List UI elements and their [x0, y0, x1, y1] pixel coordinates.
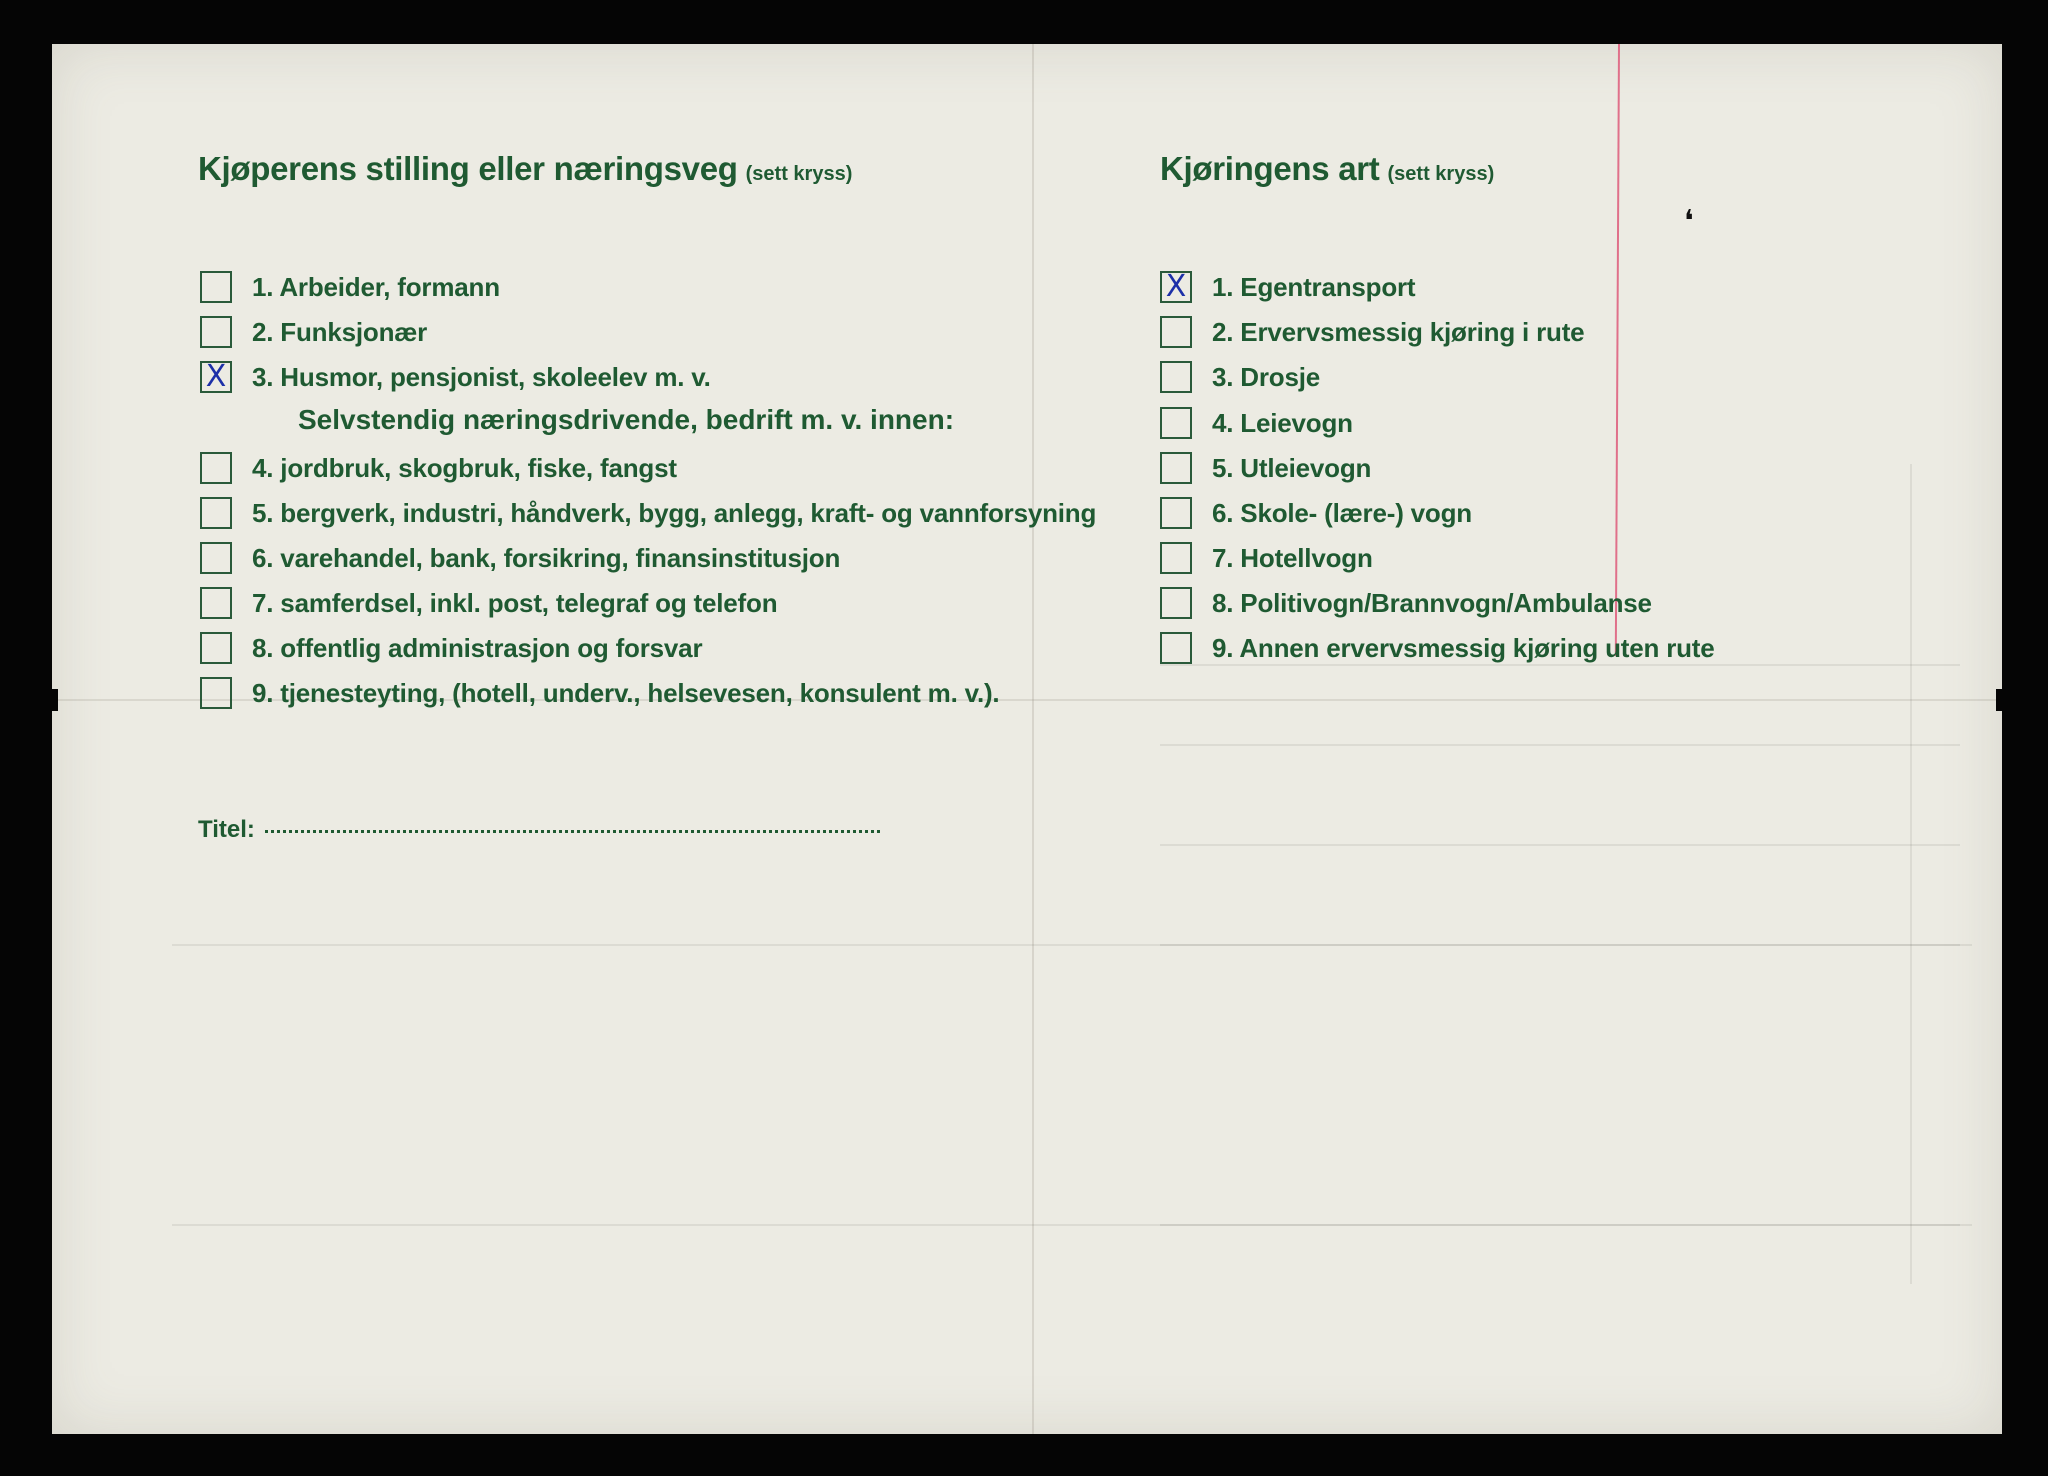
- occupation-label-8: 8. offentlig administrasjon og forsvar: [252, 632, 703, 663]
- occupation-checkbox-8[interactable]: [200, 632, 232, 664]
- check-mark: X: [1165, 269, 1187, 304]
- driving-label-1: 1. Egentransport: [1212, 271, 1416, 302]
- occupation-option-8[interactable]: [200, 629, 702, 667]
- occupation-checkbox-5[interactable]: [200, 497, 232, 529]
- driving-option-1[interactable]: [1160, 268, 1415, 306]
- occupation-option-1[interactable]: [200, 268, 500, 306]
- pen-mark: ❛: [1684, 205, 1694, 238]
- occupation-option-7[interactable]: [200, 584, 777, 622]
- driving-label-9: 9. Annen ervervsmessig kjøring uten rute: [1212, 632, 1715, 663]
- occupation-label-9: 9. tjenesteyting, (hotell, underv., helsevesen, konsulent m. v.).: [252, 677, 1000, 708]
- check-mark: X: [205, 359, 227, 394]
- occupation-checkbox-7[interactable]: [200, 587, 232, 619]
- buyer-occupation-heading: [198, 150, 852, 188]
- red-pen-line: [1615, 44, 1620, 656]
- occupation-option-4[interactable]: [200, 449, 677, 487]
- occupation-option-6[interactable]: [200, 539, 840, 577]
- occupation-option-3[interactable]: [200, 358, 711, 396]
- occupation-checkbox-1[interactable]: [200, 271, 232, 303]
- driving-label-8: 8. Politivogn/Brannvogn/Ambulanse: [1212, 587, 1652, 618]
- form-sheet: [52, 44, 2002, 1434]
- driving-checkbox-6[interactable]: [1160, 497, 1192, 529]
- driving-checkbox-3[interactable]: [1160, 361, 1192, 393]
- title-field-label: Titel:: [198, 816, 255, 843]
- title-field[interactable]: [198, 816, 880, 844]
- driving-label-3: 3. Drosje: [1212, 361, 1321, 392]
- driving-checkbox-9[interactable]: [1160, 632, 1192, 664]
- driving-checkbox-2[interactable]: [1160, 316, 1192, 348]
- driving-option-5[interactable]: [1160, 449, 1371, 487]
- title-field-dotted-line[interactable]: [265, 829, 880, 833]
- occupation-checkbox-9[interactable]: [200, 677, 232, 709]
- edge-notch-right: [1996, 689, 2010, 711]
- driving-checkbox-1[interactable]: [1160, 271, 1192, 303]
- driving-label-5: 5. Utleievogn: [1212, 452, 1372, 483]
- driving-label-4: 4. Leievogn: [1212, 407, 1353, 438]
- driving-option-7[interactable]: [1160, 539, 1373, 577]
- edge-notch-left: [44, 689, 58, 711]
- driving-option-4[interactable]: [1160, 404, 1353, 442]
- driving-option-8[interactable]: [1160, 584, 1652, 622]
- occupation-checkbox-3[interactable]: [200, 361, 232, 393]
- buyer-occupation-title: Kjøperens stilling eller næringsveg: [198, 150, 738, 187]
- occupation-option-5[interactable]: [200, 494, 1096, 532]
- driving-type-heading: [1160, 150, 1494, 188]
- driving-option-6[interactable]: [1160, 494, 1472, 532]
- driving-checkbox-5[interactable]: [1160, 452, 1192, 484]
- driving-type-hint: (sett kryss): [1387, 163, 1495, 185]
- occupation-label-2: 2. Funksjonær: [252, 316, 428, 347]
- driving-option-3[interactable]: [1160, 358, 1320, 396]
- driving-label-2: 2. Ervervsmessig kjøring i rute: [1212, 316, 1585, 347]
- occupation-label-3: 3. Husmor, pensjonist, skoleelev m. v.: [252, 361, 711, 392]
- occupation-label-5: 5. bergverk, industri, håndverk, bygg, anlegg, kraft- og vannforsyning: [252, 497, 1097, 528]
- occupation-checkbox-4[interactable]: [200, 452, 232, 484]
- occupation-label-7: 7. samferdsel, inkl. post, telegraf og telefon: [252, 587, 778, 618]
- driving-label-6: 6. Skole- (lære-) vogn: [1212, 497, 1472, 528]
- driving-checkbox-8[interactable]: [1160, 587, 1192, 619]
- driving-checkbox-7[interactable]: [1160, 542, 1192, 574]
- occupation-label-6: 6. varehandel, bank, forsikring, finansinstitusjon: [252, 542, 841, 573]
- occupation-label-4: 4. jordbruk, skogbruk, fiske, fangst: [252, 452, 677, 483]
- driving-option-2[interactable]: [1160, 313, 1584, 351]
- driving-checkbox-4[interactable]: [1160, 407, 1192, 439]
- occupation-label-1: 1. Arbeider, formann: [252, 271, 500, 302]
- occupation-option-9[interactable]: [200, 674, 999, 712]
- driving-type-title: Kjøringens art: [1160, 150, 1380, 187]
- driving-option-9[interactable]: [1160, 629, 1715, 667]
- self-employed-subheading: Selvstendig næringsdrivende, bedrift m. v. innen:: [298, 404, 955, 435]
- occupation-checkbox-2[interactable]: [200, 316, 232, 348]
- driving-label-7: 7. Hotellvogn: [1212, 542, 1373, 573]
- buyer-occupation-hint: (sett kryss): [745, 163, 853, 185]
- occupation-checkbox-6[interactable]: [200, 542, 232, 574]
- occupation-option-2[interactable]: [200, 313, 427, 351]
